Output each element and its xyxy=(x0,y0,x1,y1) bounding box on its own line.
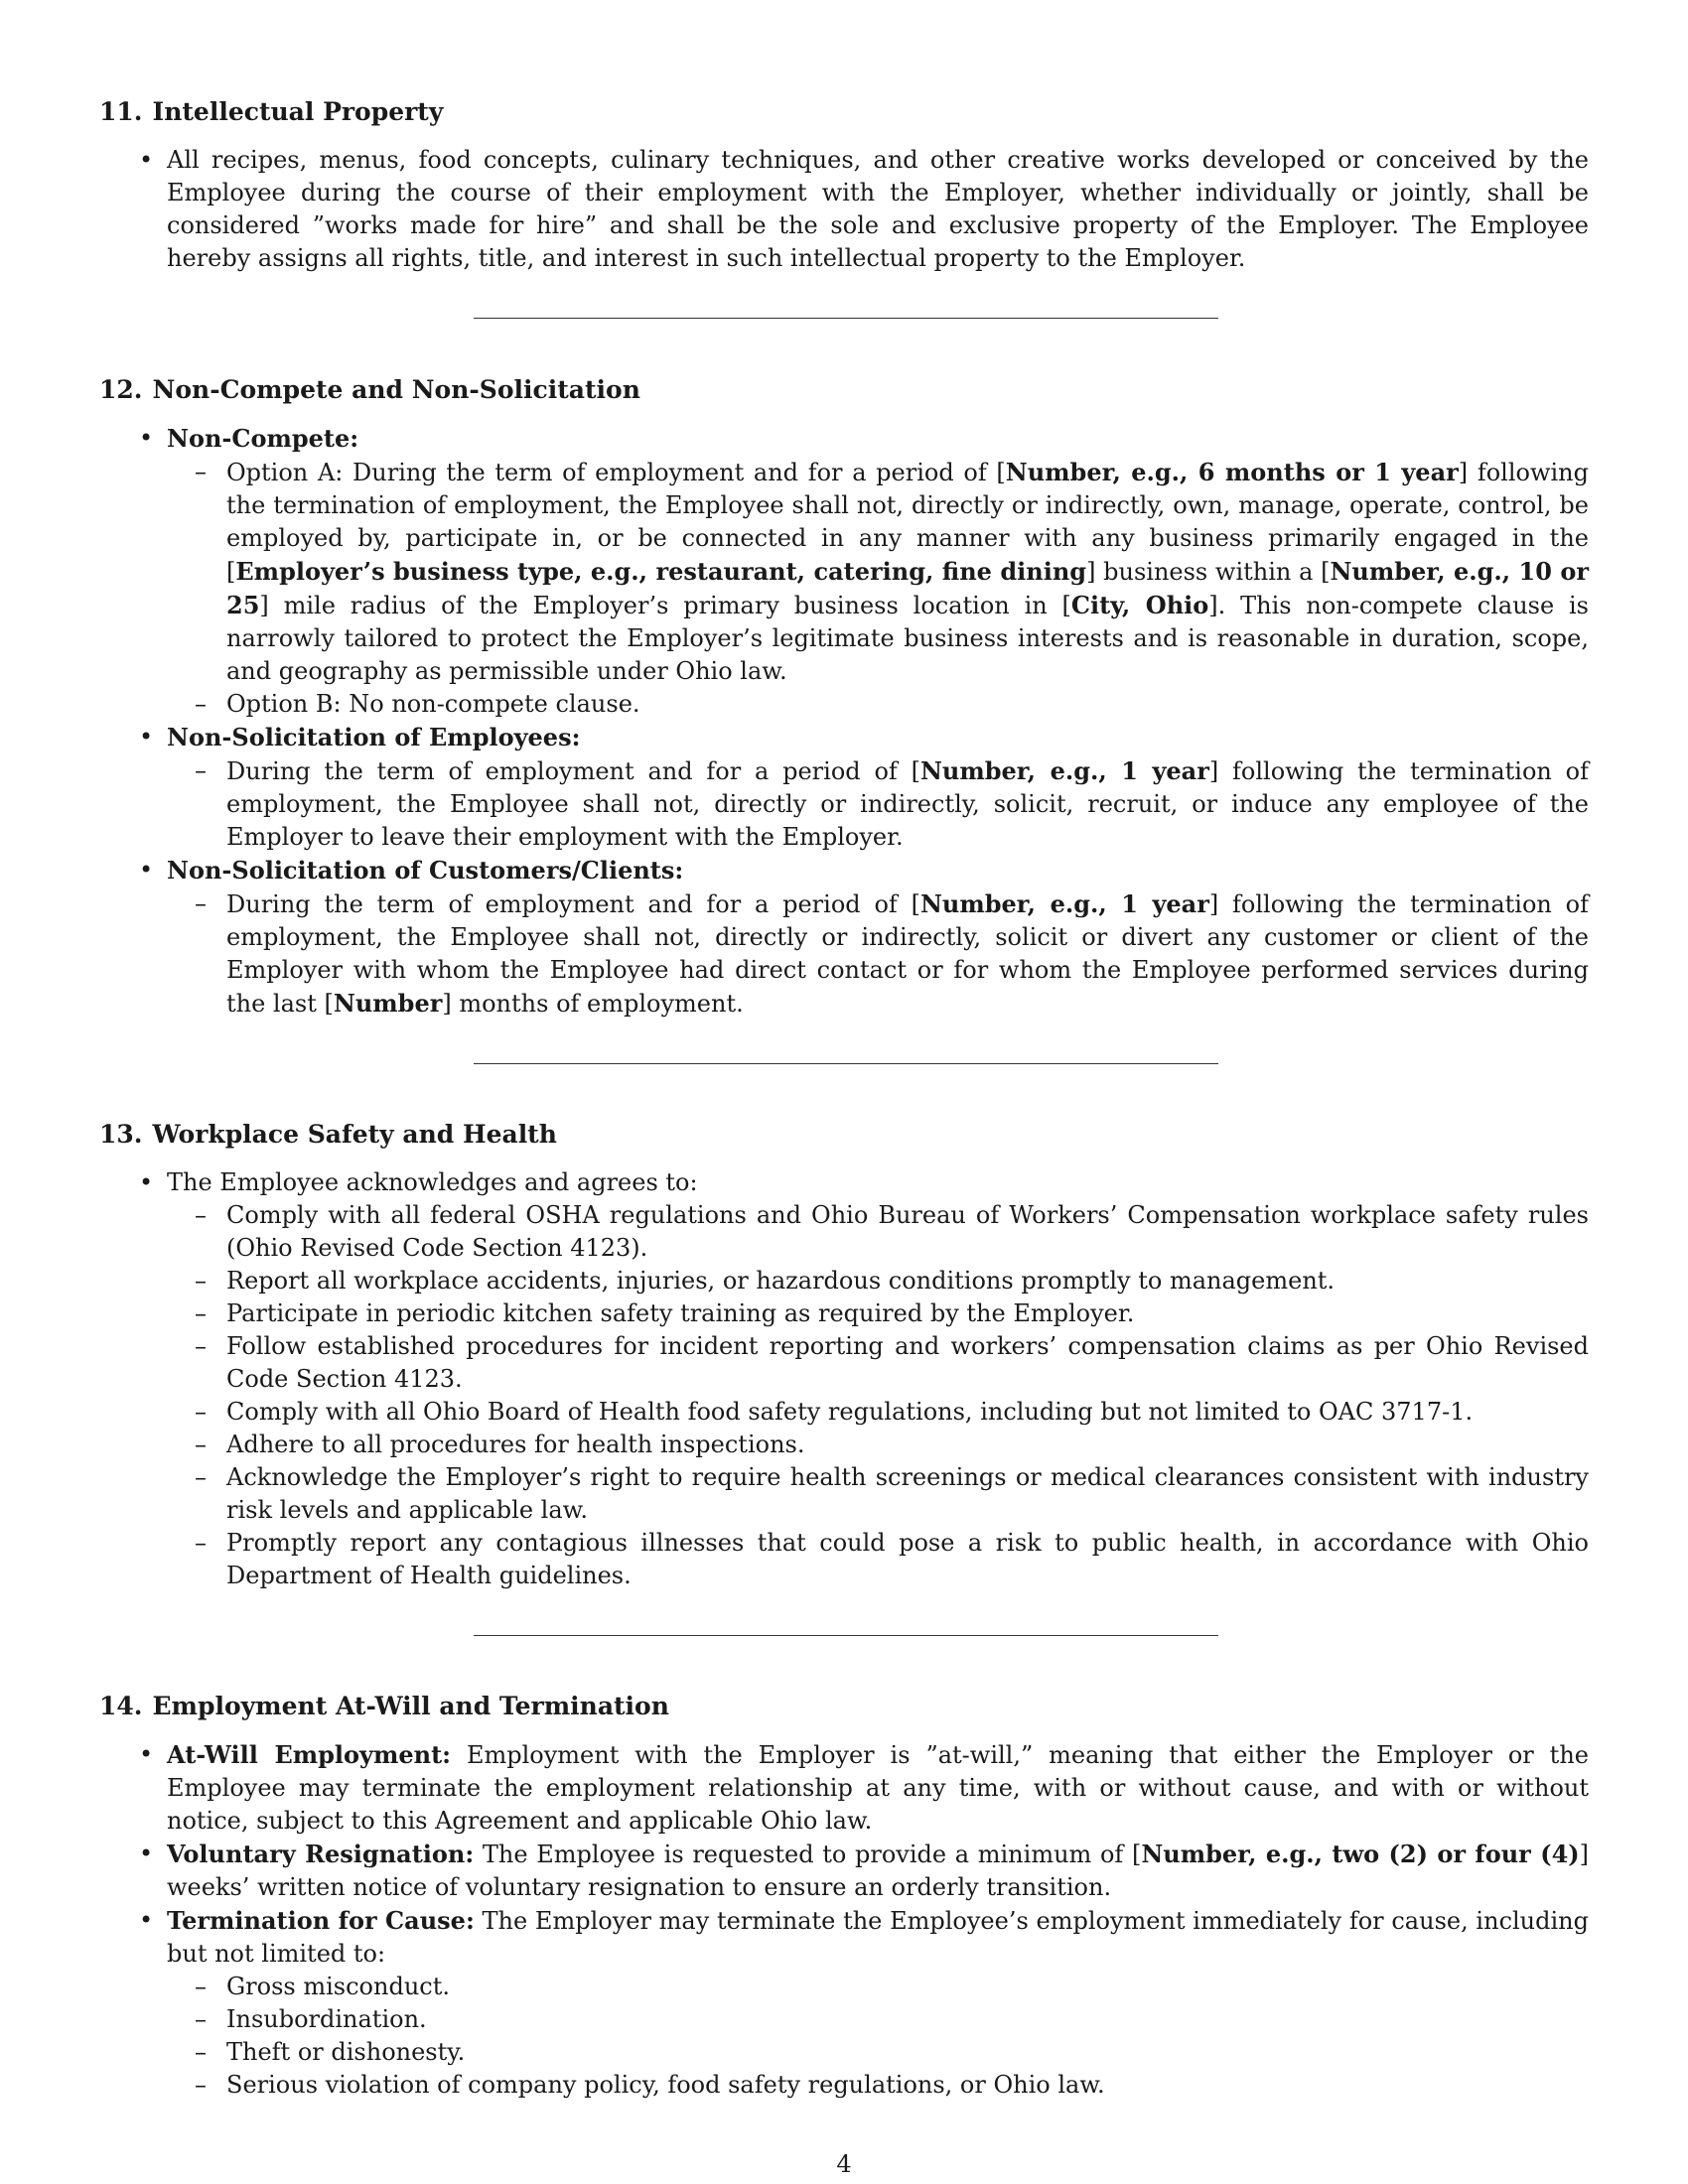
item-label: Non-Solicitation of Customers/Clients: xyxy=(167,856,684,885)
sub-list-item: – Promptly report any contagious illnesses that could pose a risk to public health, in accordance with Ohio Department of Health guidelines. xyxy=(195,1529,1589,1589)
bullet-list xyxy=(99,144,1589,275)
sub-list-item: – During the term of employment and for a period of [Number, e.g., 1 year] following the termination of employment, the Employee shall not, directly or indirectly, solicit or divert any customer or client of the Employer with whom the Employee had direct contact or for whom the Employee performed services during the last [Number] months of employment. xyxy=(195,889,1589,1018)
section-title: Non-Compete and Non-Solicitation xyxy=(152,375,640,404)
section-title: Workplace Safety and Health xyxy=(152,1120,557,1149)
sub-list-item: – Theft or dishonesty. xyxy=(165,2036,1589,2069)
dash-icon: – xyxy=(195,889,207,917)
list-item: • At-Will Employment: Employment with the Employer is ”at-will,” meaning that either the Employer or the Employee may terminate the employment relationship at any time, with or without cause, and with or without notice, subject to this Agreement and applicable Ohio law. xyxy=(139,1740,1589,1835)
sub-list-item: – Option B: No non-compete clause. xyxy=(165,688,1589,721)
list-item xyxy=(99,144,1589,275)
sub-list xyxy=(167,887,1589,1021)
dash-icon: – xyxy=(195,1267,207,1295)
list-item xyxy=(99,854,1589,1021)
bullet-icon: • xyxy=(139,146,154,174)
section-heading xyxy=(99,95,1589,129)
bullet-icon: • xyxy=(139,723,154,751)
sub-list-item: – Acknowledge the Employer’s right to require health screenings or medical clearances consistent with industry risk levels and applicable law. xyxy=(195,1463,1589,1524)
section-title: Intellectual Property xyxy=(152,97,444,126)
sub-list-item: – Report all workplace accidents, injuries, or hazardous conditions promptly to management. xyxy=(165,1265,1589,1297)
list-item: • Termination for Cause: The Employer may terminate the Employee’s employment immediately for cause, including but not limited to: – Gross misconduct. – Insubordination. – Theft or dishonesty. – Serious violation of company policy, food safety regulations, or Ohio law. xyxy=(99,1904,1589,2102)
placeholder-field: Number, e.g., 6 months or 1 year xyxy=(1005,458,1459,486)
bullet-icon: • xyxy=(139,1168,154,1196)
placeholder-field: Number, e.g., 1 year xyxy=(919,889,1209,918)
dash-icon: – xyxy=(195,2038,207,2066)
section-number: 13. xyxy=(99,1120,143,1149)
dash-icon: – xyxy=(195,1201,207,1229)
dash-icon: – xyxy=(195,1973,207,2000)
section-workplace-safety xyxy=(99,1118,1589,1636)
placeholder-field: City, Ohio xyxy=(1070,591,1209,619)
item-label: Voluntary Resignation: xyxy=(167,1840,475,1868)
section-employment-at-will xyxy=(99,1690,1589,2102)
bullet-icon: • xyxy=(139,1740,154,1768)
section-number: 11. xyxy=(99,97,143,126)
sub-list xyxy=(167,456,1589,721)
sub-list-item: – Serious violation of company policy, food safety regulations, or Ohio law. xyxy=(165,2069,1589,2102)
sub-list-item: – Gross misconduct. xyxy=(165,1971,1589,2003)
bullet-icon: • xyxy=(139,1906,154,1934)
section-title: Employment At-Will and Termination xyxy=(152,1692,669,1720)
placeholder-field: Number, e.g., 1 year xyxy=(919,756,1209,785)
bullet-list xyxy=(99,422,1589,1021)
list-item: • The Employee acknowledges and agrees to: – Comply with all federal OSHA regulations and Ohio Bureau of Workers’ Compensation workplace safety rules (Ohio Revised Code Section 4123). – Report all workplace accidents, injuries, or hazardous conditions promptly to management. – Participate in periodic kitchen safety training as required by the Employer. – Follow established procedures for incident reporting and workers’ compensation claims as per Ohio Revised Code Section 4123. – Comply with all Ohio Board of Health food safety regulations, including but not limited to OAC 3717-1. – Adhere to all procedures for health inspections. – Acknowledge the Employer’s right to require health screenings or medical clearances consistent with industry risk levels and applicable law. – Promptly report any contagious illnesses that could pose a risk to public health, in accordance with Ohio Department of Health guidelines. xyxy=(99,1166,1589,1592)
sub-list xyxy=(167,1199,1589,1592)
section-heading xyxy=(99,373,1589,407)
dash-icon: – xyxy=(195,1332,207,1360)
sub-list xyxy=(167,754,1589,854)
dash-icon: – xyxy=(195,1398,207,1426)
list-item: • Voluntary Resignation: The Employee is requested to provide a minimum of [Number, e.g., two (2) or four (4)] weeks’ written notice of voluntary resignation to ensure an orderly transition. xyxy=(139,1840,1589,1901)
section-heading xyxy=(99,1690,1589,1723)
dash-icon: – xyxy=(195,1529,207,1557)
bullet-list xyxy=(99,1738,1589,2102)
sub-list-item: – Participate in periodic kitchen safety training as required by the Employer. xyxy=(165,1297,1589,1330)
dash-icon: – xyxy=(195,756,207,784)
sub-list-item: – Follow established procedures for incident reporting and workers’ compensation claims as per Ohio Revised Code Section 4123. xyxy=(195,1332,1589,1393)
item-label: Non-Compete: xyxy=(167,424,359,453)
dash-icon: – xyxy=(195,2005,207,2033)
bullet-icon: • xyxy=(139,424,154,452)
list-item xyxy=(99,422,1589,721)
sub-list-item: – Comply with all Ohio Board of Health food safety regulations, including but not limited to OAC 3717-1. xyxy=(165,1396,1589,1429)
placeholder-field: Employer’s business type, e.g., restaurant, catering, fine dining xyxy=(235,557,1087,586)
divider xyxy=(474,318,1218,319)
bullet-icon: • xyxy=(139,856,154,884)
sub-list xyxy=(167,1971,1589,2102)
sub-list-item: – Option A: During the term of employment and for a period of [Number, e.g., 6 months or 1 year] following the termination of employment, the Employee shall not, directly or indirectly, own, manage, operate, control, be employed by, participate in, or be connected in any manner with any business primarily engaged in the [Employer’s business type, e.g., restaurant, catering, fine dining] business within a [Number, e.g., 10 or 25] mile radius of the Employer’s primary business location in [City, Ohio]. This non-compete clause is narrowly tailored to protect the Employer’s legitimate business interests and is reasonable in duration, scope, and geography as permissible under Ohio law. xyxy=(195,458,1590,685)
dash-icon: – xyxy=(195,1299,207,1327)
placeholder-field: Number xyxy=(333,989,443,1018)
placeholder-field: Number, e.g., 10 or 25 xyxy=(226,557,1590,619)
section-heading xyxy=(99,1118,1589,1152)
list-item xyxy=(99,721,1589,854)
divider xyxy=(474,1635,1218,1636)
sub-list-item: – During the term of employment and for a period of [Number, e.g., 1 year] following the termination of employment, the Employee shall not, directly or indirectly, solicit, recruit, or induce any employee of the Employer to leave their employment with the Employer. xyxy=(195,756,1589,851)
dash-icon: – xyxy=(195,690,207,718)
section-number: 12. xyxy=(99,375,143,404)
sub-list-item: – Comply with all federal OSHA regulations and Ohio Bureau of Workers’ Compensation workplace safety rules (Ohio Revised Code Section 4123). xyxy=(195,1201,1589,1262)
sub-list-item: – Adhere to all procedures for health inspections. xyxy=(165,1429,1589,1461)
paragraph: All recipes, menus, food concepts, culinary techniques, and other creative works developed or conceived by the Employee during the course of their employment with the Employer, whether individually or jointly, shall be considered ”works made for hire” and shall be the sole and exclusive property of the Employer. The Employee hereby assigns all rights, title, and interest in such intellectual property to the Employer. xyxy=(167,146,1589,272)
bullet-list xyxy=(99,1166,1589,1592)
section-intellectual-property xyxy=(99,95,1589,319)
item-label: At-Will Employment: xyxy=(167,1740,452,1769)
sub-list-item: – Insubordination. xyxy=(165,2003,1589,2036)
divider xyxy=(474,1063,1218,1064)
section-non-compete xyxy=(99,373,1589,1064)
dash-icon: – xyxy=(195,2071,207,2099)
dash-icon: – xyxy=(195,458,207,485)
document-page xyxy=(99,95,1589,2102)
page-number: 4 xyxy=(836,2150,852,2178)
item-label: Termination for Cause: xyxy=(167,1906,475,1935)
dash-icon: – xyxy=(195,1431,207,1458)
section-number: 14. xyxy=(99,1692,143,1720)
item-label: Non-Solicitation of Employees: xyxy=(167,723,581,751)
bullet-icon: • xyxy=(139,1840,154,1867)
dash-icon: – xyxy=(195,1463,207,1491)
placeholder-field: Number, e.g., two (2) or four (4) xyxy=(1141,1840,1580,1868)
